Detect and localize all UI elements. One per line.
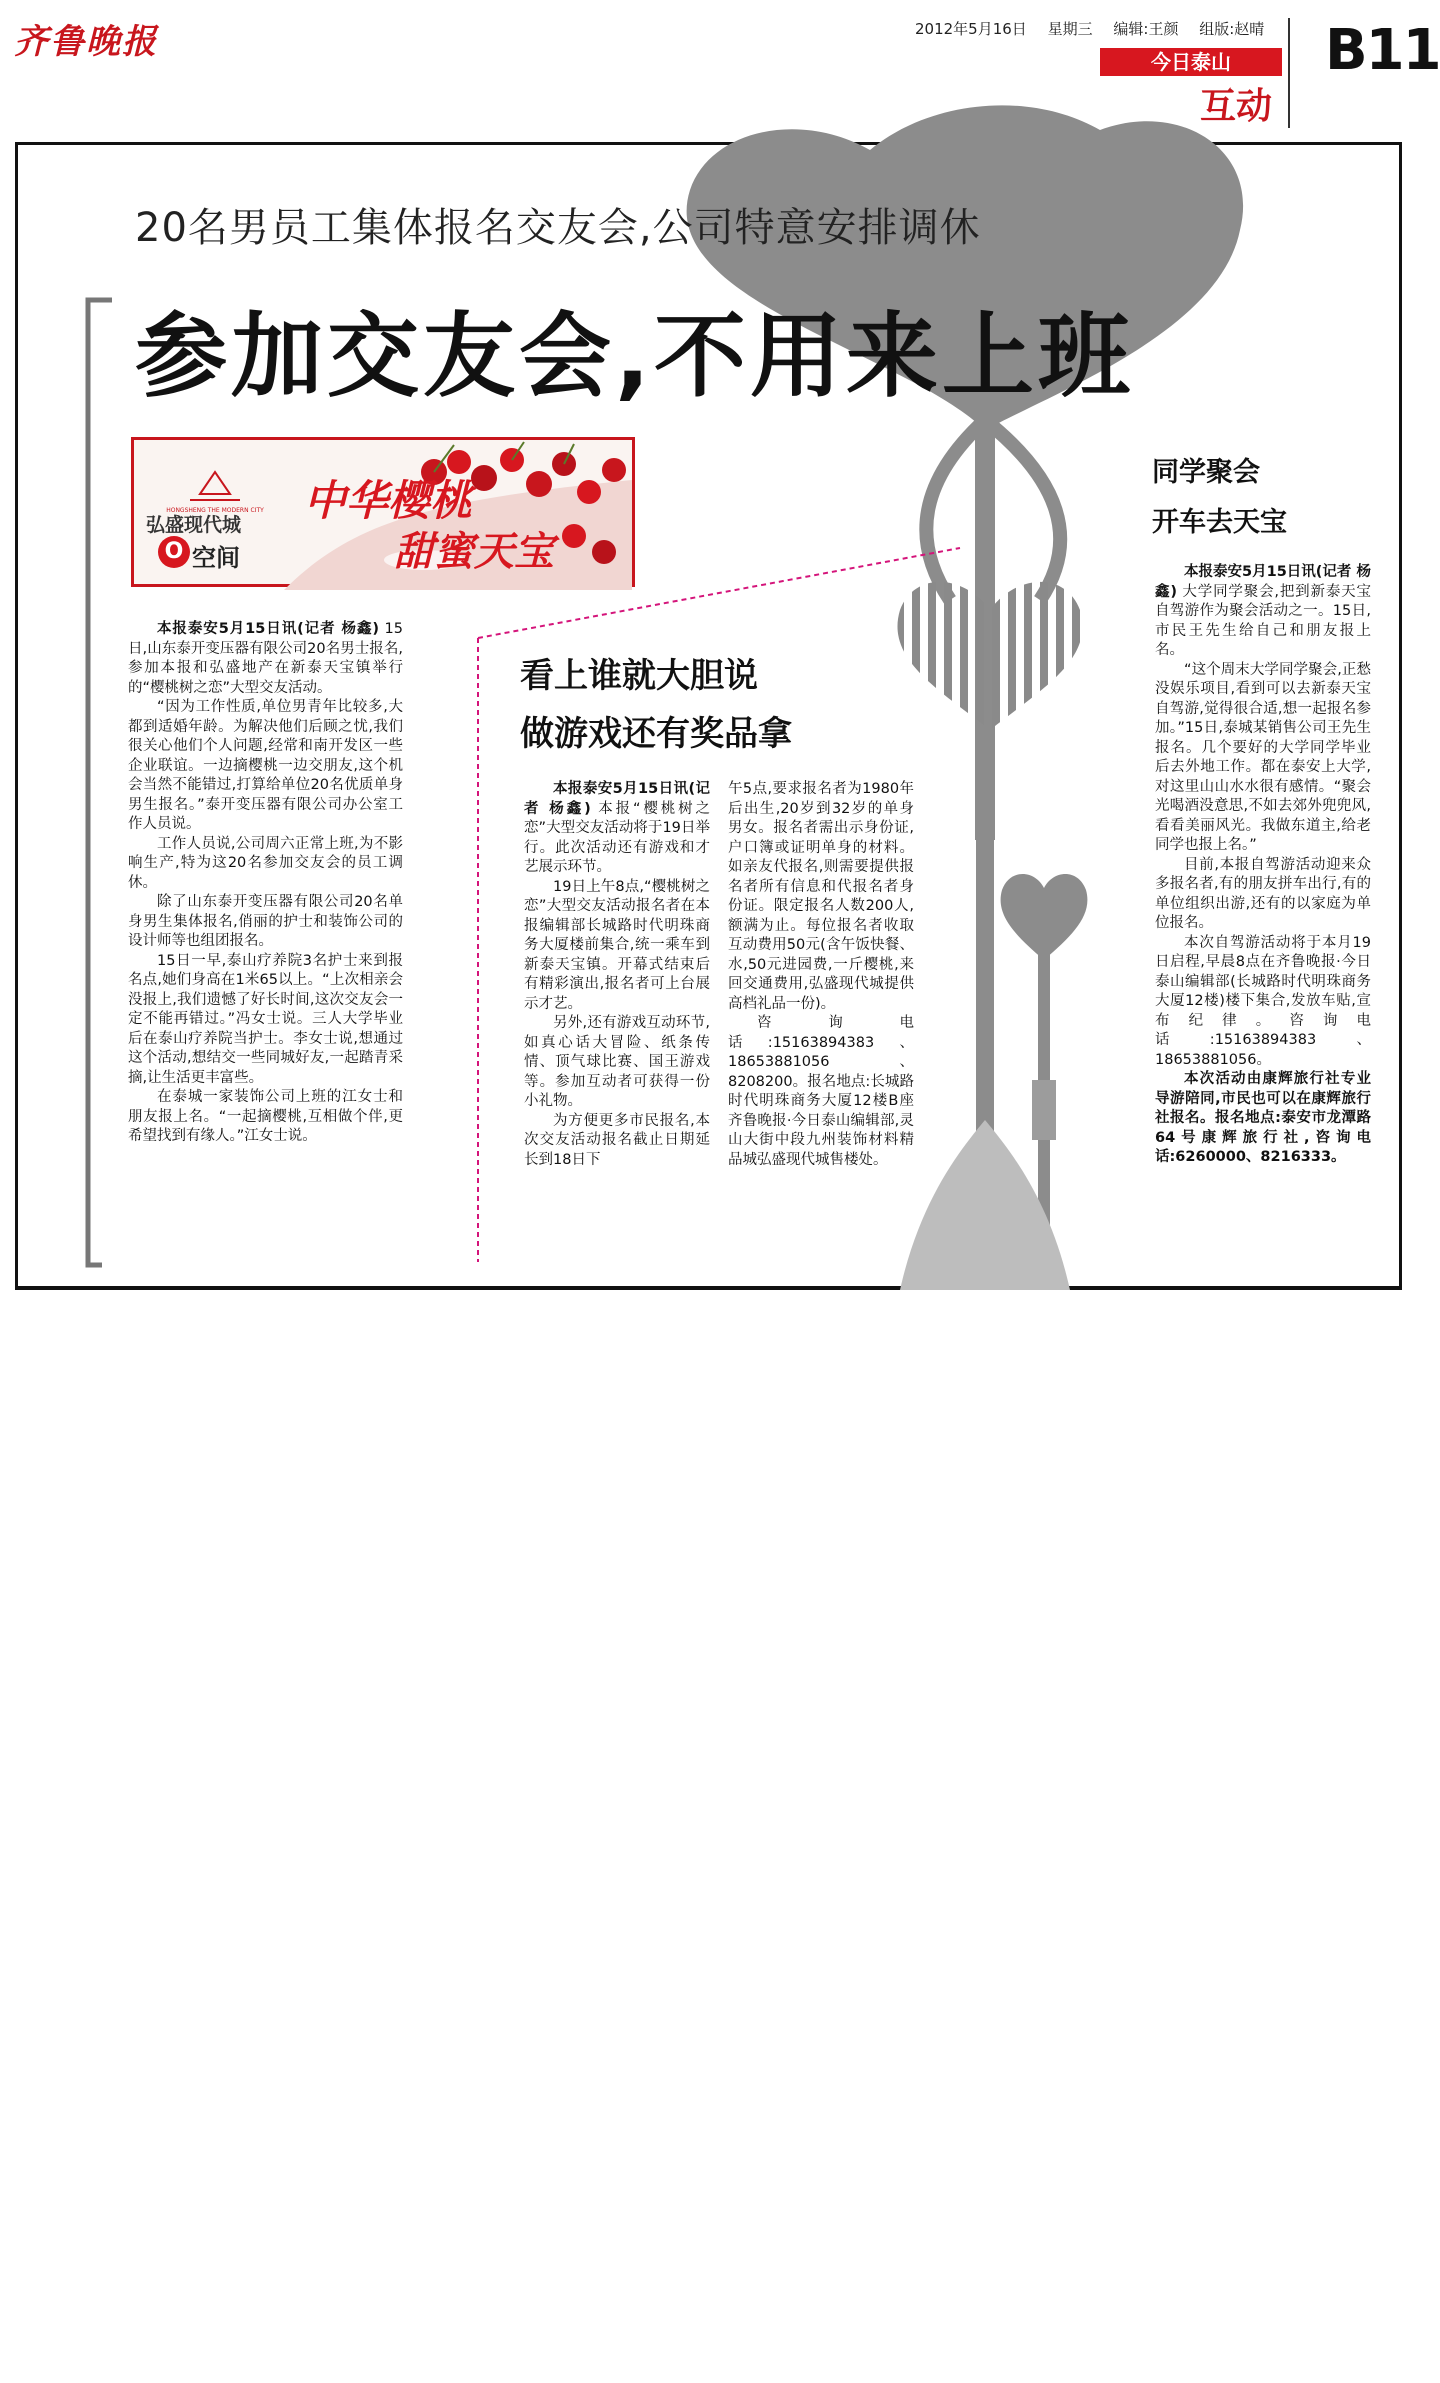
article-column-c	[728, 780, 914, 1170]
ad-title-line2: 甜蜜天宝	[394, 529, 554, 575]
paragraph: 咨询电话:15163894383、18653881056、8208200。报名地点:长城路时代明珠商务大厦12楼B座齐鲁晚报·今日泰山编辑部,灵山大街中段九州装饰材料精品城弘盛现代城售楼处。	[728, 1015, 914, 1168]
paragraph	[524, 780, 710, 878]
paragraph	[128, 620, 403, 698]
paragraph: 15日一早,泰山疗养院3名护士来到报名点,她们身高在1米65以上。“上次相亲会没报上,我们遗憾了好长时间,这次交友会一定不能再错过。”冯女士说。三人大学毕业后在泰山疗养院当护士。李女士说,想通过这个活动,想结交一些同城好友,一起踏青采摘,让生活更丰富些。	[128, 952, 403, 1086]
paragraph: “因为工作性质,单位男青年比较多,大都到适婚年龄。为解决他们后顾之忧,我们很关心他们个人问题,经常和南开发区一些企业联谊。一边摘樱桃一边交朋友,这个机会当然不能错过,打算给单位20名优质单身男生报名。”泰开变压器有限公司办公室工作人员说。	[128, 699, 403, 832]
paragraph: 午5点,要求报名者为1980年后出生,20岁到32岁的单身男女。报名者需出示身份证,户口簿或证明单身的材料。如亲友代报名,则需要提供报名者所有信息和代报名者身份证。限定报名人数200人,额满为止。每位报名者收取互动费用50元(含午饭快餐、水,50元进园费,一斤樱桃,来回交通费用,弘盛现代城提供高档礼品一份)。	[728, 781, 914, 1012]
ad-title-line1: 中华樱桃	[304, 476, 473, 525]
subhead-middle-line1: 看上谁就大胆说	[520, 656, 758, 696]
ad-space-label: 空间	[192, 544, 240, 572]
issue-weekday: 星期三	[1047, 20, 1093, 38]
article-column-d	[1155, 563, 1371, 1168]
paragraph: 在泰城一家装饰公司上班的江女士和朋友报上名。“一起摘樱桃,互相做个伴,更希望找到有缘人。”江女士说。	[128, 1089, 403, 1144]
paragraph-text: 本报“樱桃树之恋”大型交友活动将于19日举行。此次活动还有游戏和才艺展示环节。	[524, 800, 710, 875]
section-tab: 今日泰山	[1100, 48, 1282, 76]
paragraph	[1155, 563, 1371, 661]
paragraph: 除了山东泰开变压器有限公司20名单身男生集体报名,俏丽的护士和装饰公司的设计师等也组团报名。	[128, 894, 403, 949]
paragraph: 另外,还有游戏互动环节,如真心话大冒险、纸条传情、顶气球比赛、国王游戏等。参加互动者可获得一份小礼物。	[524, 1015, 710, 1109]
byline: 本报泰安5月15日讯(记者 杨鑫)	[524, 781, 710, 817]
advertisement	[131, 437, 635, 587]
paragraph	[1155, 1070, 1371, 1168]
logo-lettering: HONGSHENG THE MODERN CITY	[166, 507, 264, 514]
paragraph: 19日上午8点,“樱桃树之恋”大型交友活动报名者在本报编辑部长城路时代明珠商务大厦楼前集合,统一乘车到新泰天宝镇。开幕式结束后有精彩演出,报名者可上台展示才艺。	[524, 878, 710, 1012]
paragraph: “这个周末大学同学聚会,正愁没娱乐项目,看到可以去新泰天宝自驾游,觉得很合适,想一起报名参加。”15日,泰城某销售公司王先生报名。几个要好的大学同学毕业后去外地工作。都在泰安上大学,对这里山山水水很有感情。“聚会光喝酒没意思,不如去郊外兜兜风,看看美丽风光。我做东道主,给老同学也报上名。”	[1155, 661, 1371, 853]
issue-date: 2012年5月16日	[915, 20, 1027, 38]
newspaper-masthead: 齐鲁晚报	[14, 22, 158, 62]
paragraph: 工作人员说,公司周六正常上班,为不影响生产,特为这20名参加交友会的员工调休。	[128, 835, 403, 891]
paragraph: 本次自驾游活动将于本月19日启程,早晨8点在齐鲁晚报·今日泰山编辑部(长城路时代明珠商务大厦12楼)楼下集合,发放车贴,宣布纪律。咨询电话:15163894383、18653881056。	[1155, 934, 1371, 1068]
page-number: B11	[1325, 18, 1440, 83]
subhead-right-line2: 开车去天宝	[1152, 507, 1287, 538]
byline: 本报泰安5月15日讯(记者 杨鑫)	[157, 621, 379, 637]
paragraph: 为方便更多市民报名,本次交友活动报名截止日期延长到18日下	[524, 1112, 710, 1168]
ad-brand-name: 弘盛现代城	[146, 514, 242, 536]
article-headline: 参加交友会,不用来上班	[135, 303, 1134, 410]
paragraph-text: 大学同学聚会,把到新泰天宝自驾游作为聚会活动之一。15日,市民王先生给自己和朋友报上名。	[1155, 583, 1372, 658]
article-column-a	[128, 620, 403, 1147]
subhead-middle-line2: 做游戏还有奖品拿	[520, 714, 792, 754]
paragraph-text: 本次活动由康辉旅行社专业导游陪同,市民也可以在康辉旅行社报名。报名地点:泰安市龙潭路64号康辉旅行社,咨询电话:6260000、8216333。	[1155, 1071, 1371, 1165]
paragraph-text: 15日,山东泰开变压器有限公司20名男士报名,参加本报和弘盛地产在新泰天宝镇举行的“樱桃树之恋”大型交友活动。	[128, 621, 403, 696]
layout-credit: 组版:赵晴	[1199, 20, 1265, 38]
paragraph: 目前,本报自驾游活动迎来众多报名者,有的朋友拼车出行,有的单位组织出游,还有的以家庭为单位报名。	[1155, 856, 1371, 931]
subhead-right-line1: 同学聚会	[1152, 457, 1260, 488]
editor-credit: 编辑:王颜	[1113, 20, 1179, 38]
space-o-icon: O	[158, 536, 190, 568]
section-name: 互动	[1200, 86, 1273, 127]
article-column-b	[524, 780, 710, 1170]
byline: 本报泰安5月15日讯(记者 杨鑫)	[1155, 564, 1371, 600]
article-kicker: 20名男员工集体报名交友会,公司特意安排调休	[135, 205, 981, 251]
